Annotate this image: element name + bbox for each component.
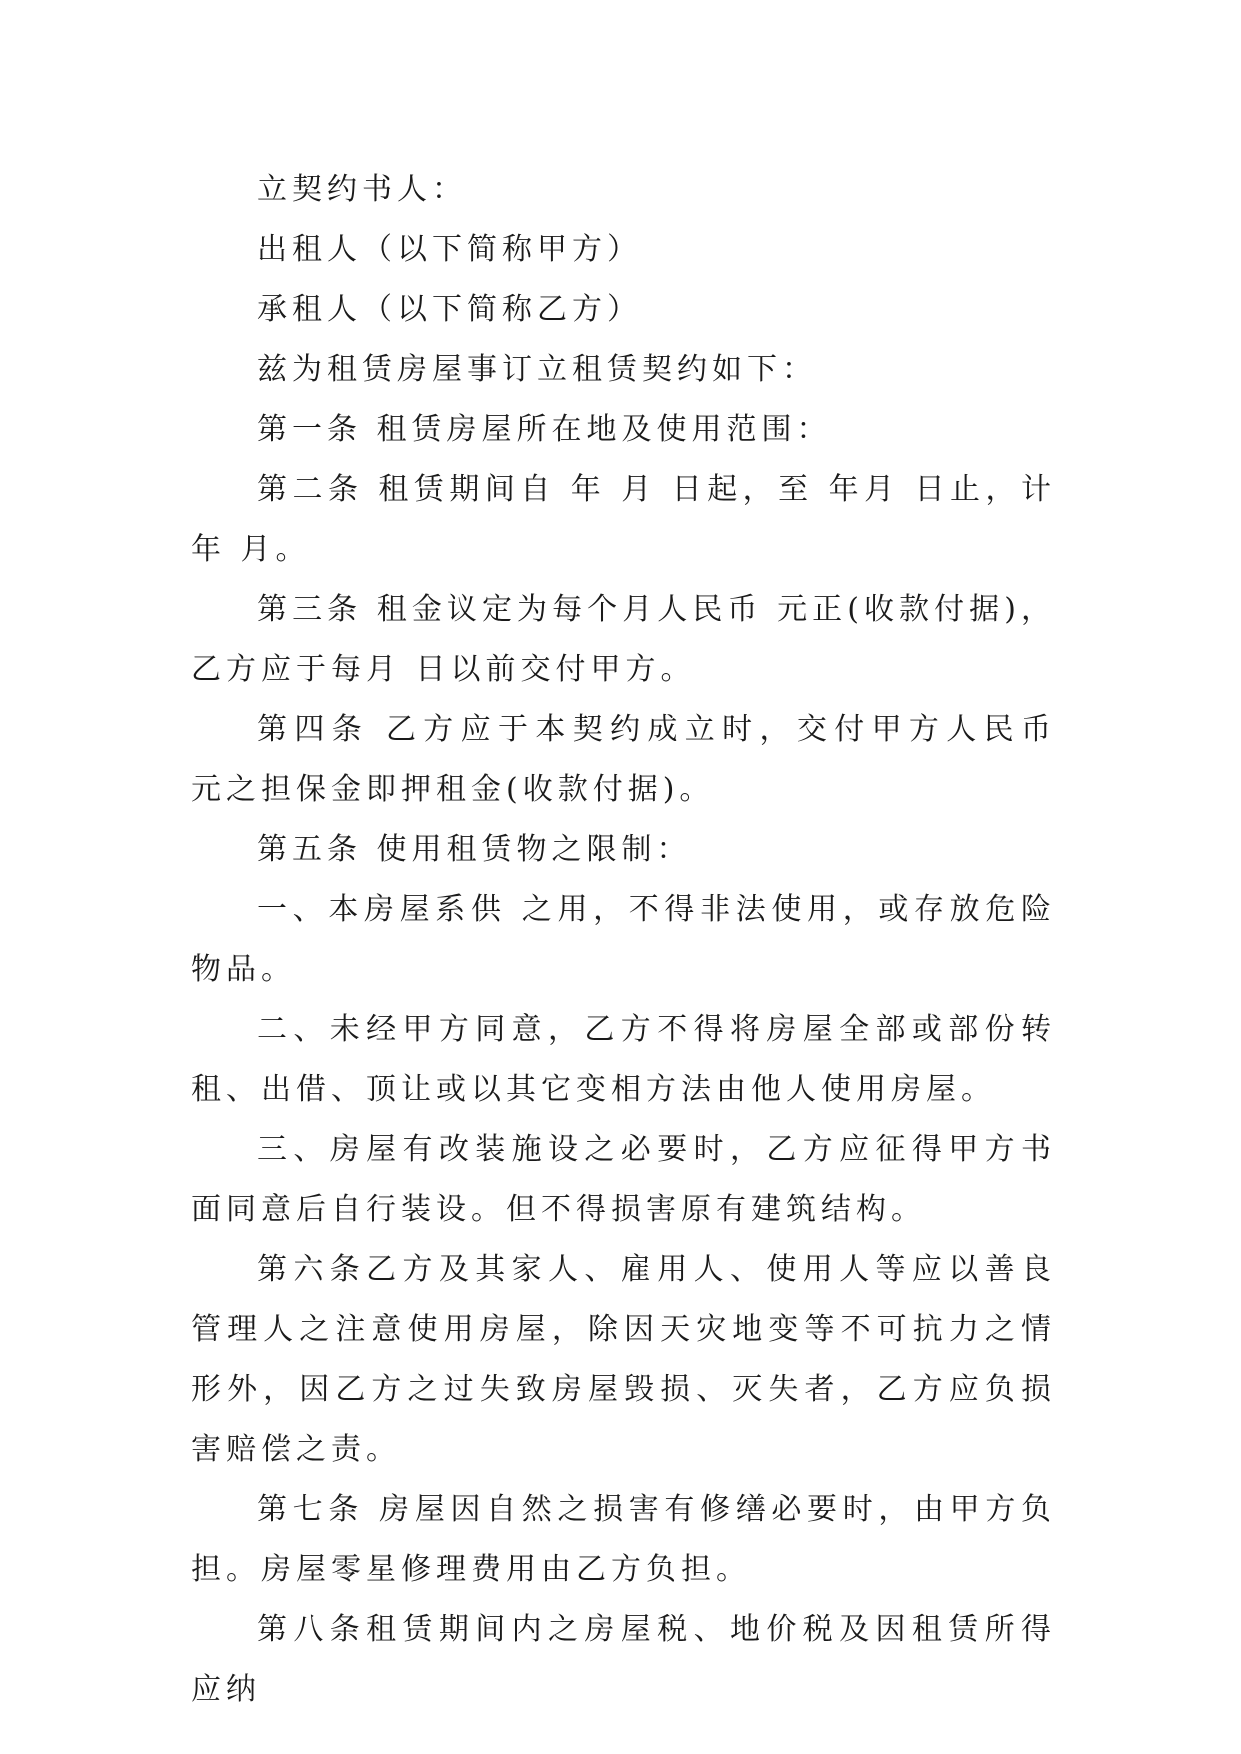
article-6: 第六条乙方及其家人、雇用人、使用人等应以善良管理人之注意使用房屋，除因天灾地变等不可抗力之情形外，因乙方之过失致房屋毁损、灭失者，乙方应负损害赔偿之责。 xyxy=(191,1252,1056,1467)
article-4: 第四条 乙方应于本契约成立时，交付甲方人民币 元之担保金即押租金(收款付据)。 xyxy=(191,712,1056,807)
paragraph-preamble: 兹为租赁房屋事订立租赁契约如下： xyxy=(257,352,817,387)
paragraph-signatories: 立契约书人： xyxy=(257,172,467,207)
paragraph-lessee: 承租人（以下简称乙方） xyxy=(257,292,642,327)
article-1: 第一条 租赁房屋所在地及使用范围： xyxy=(257,412,832,447)
article-7: 第七条 房屋因自然之损害有修缮必要时，由甲方负担。房屋零星修理费用由乙方负担。 xyxy=(191,1492,1056,1587)
article-5-item-3: 三、房屋有改装施设之必要时，乙方应征得甲方书面同意后自行装设。但不得损害原有建筑结构。 xyxy=(191,1132,1056,1227)
document-body xyxy=(191,160,1056,1720)
paragraph-lessor: 出租人（以下简称甲方） xyxy=(257,232,642,267)
article-5-item-2: 二、未经甲方同意，乙方不得将房屋全部或部份转租、出借、顶让或以其它变相方法由他人使用房屋。 xyxy=(191,1012,1056,1107)
article-8: 第八条租赁期间内之房屋税、地价税及因租赁所得应纳 xyxy=(191,1612,1056,1707)
article-5-item-1: 一、本房屋系供 之用，不得非法使用，或存放危险物品。 xyxy=(191,892,1056,987)
article-5: 第五条 使用租赁物之限制： xyxy=(257,832,692,867)
article-2: 第二条 租赁期间自 年 月 日起，至 年月 日止，计年 月。 xyxy=(191,472,1056,567)
article-3: 第三条 租金议定为每个月人民币 元正(收款付据)，乙方应于每月 日以前交付甲方。 xyxy=(191,592,1056,687)
